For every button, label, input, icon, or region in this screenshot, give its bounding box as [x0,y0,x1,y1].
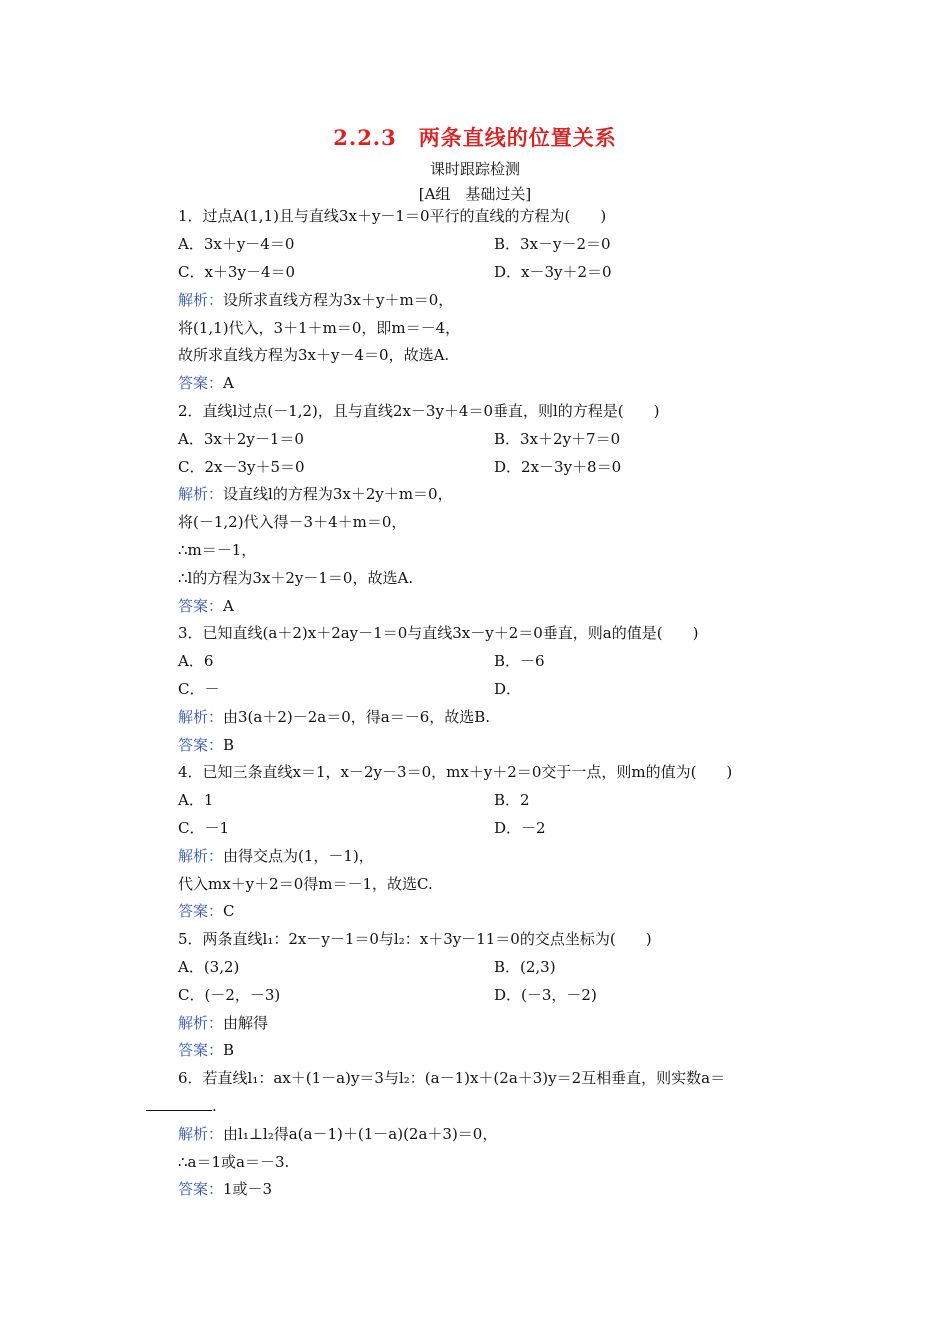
page-subtitle: 课时跟踪检测 [429,160,520,178]
analysis-label: 解析： [178,847,224,865]
q5-option-c: C．(－2，－3) [178,986,281,1004]
q3-option-c: C．－ [178,680,220,698]
q1-analysis-line: 将(1,1)代入，3＋1＋m＝0，即m＝－4， [178,319,461,337]
answer-label: 答案： [178,597,224,615]
q3-stem: 3．已知直线(a＋2)x＋2ay－1＝0与直线3x－y＋2＝0垂直，则a的值是( ) [178,624,699,642]
q1-option-c: C．x＋3y－4＝0 [178,263,296,281]
q5-stem: 5．两条直线l₁：2x－y－1＝0与l₂：x＋3y－11＝0的交点坐标为( ) [178,930,652,948]
q3-answer: 答案：B [178,736,235,754]
q4-analysis: 解析：由得交点为(1，－1)， [178,847,374,865]
analysis-label: 解析： [178,1014,224,1032]
q5-option-a: A．(3,2) [178,958,240,976]
q4-analysis-line: 代入mx＋y＋2＝0得m＝－1，故选C. [178,875,433,893]
analysis-label: 解析： [178,1125,224,1143]
q3-analysis: 解析：由3(a＋2)－2a＝0，得a＝－6，故选B. [178,708,491,726]
q2-option-d: D．2x－3y＋8＝0 [494,458,622,476]
analysis-label: 解析： [178,291,224,309]
q2-analysis-line: ∴l的方程为3x＋2y－1＝0，故选A. [178,569,414,587]
answer-label: 答案： [178,374,224,392]
q2-option-c: C．2x－3y＋5＝0 [178,458,305,476]
q1-option-d: D．x－3y＋2＝0 [494,263,612,281]
q2-analysis-line: 将(－1,2)代入得－3＋4＋m＝0， [178,513,407,531]
q5-answer: 答案：B [178,1041,235,1059]
q4-option-c: C．－1 [178,819,230,837]
answer-label: 答案： [178,902,224,920]
group-heading: [A组 基础过关] [418,185,532,203]
q1-analysis: 解析：设所求直线方程为3x＋y＋m＝0， [178,291,454,309]
q1-stem: 1．过点A(1,1)且与直线3x＋y－1＝0平行的直线的方程为( ) [178,207,607,225]
answer-label: 答案： [178,736,224,754]
q4-option-d: D．－2 [494,819,546,837]
answer-label: 答案： [178,1180,224,1198]
q1-option-a: A．3x＋y－4＝0 [178,235,295,253]
q3-option-b: B．－6 [494,652,545,670]
q5-analysis: 解析：由解得 [178,1014,269,1032]
q1-analysis-line: 故所求直线方程为3x＋y－4＝0，故选A. [178,346,450,364]
q2-analysis: 解析：设直线l的方程为3x＋2y＋m＝0， [178,485,453,503]
q6-analysis-line: ∴a＝1或a＝－3. [178,1153,290,1171]
q6-stem-blank-line: . [146,1096,217,1116]
q3-option-a: A．6 [178,652,214,670]
q2-option-b: B．3x＋2y＋7＝0 [494,430,621,448]
analysis-label: 解析： [178,708,224,726]
q2-answer: 答案：A [178,597,234,615]
q4-option-b: B．2 [494,791,530,809]
q6-analysis: 解析：由l₁⊥l₂得a(a－1)＋(1－a)(2a＋3)＝0， [178,1125,498,1143]
q6-answer: 答案：1或－3 [178,1180,273,1198]
q2-option-a: A．3x＋2y－1＝0 [178,430,304,448]
q6-stem: 6．若直线l₁：ax＋(1－a)y＝3与l₂：(a－1)x＋(2a＋3)y＝2互相垂直，则实数a＝ [178,1069,726,1087]
q1-answer: 答案：A [178,374,234,392]
q2-analysis-line: ∴m＝－1， [178,541,257,559]
q4-option-a: A．1 [178,791,214,809]
analysis-label: 解析： [178,485,224,503]
q1-option-b: B．3x－y－2＝0 [494,235,611,253]
q5-option-d: D．(－3，－2) [494,986,597,1004]
answer-blank [146,1098,212,1111]
q4-answer: 答案：C [178,902,235,920]
q5-option-b: B．(2,3) [494,958,556,976]
q4-stem: 4．已知三条直线x＝1，x－2y－3＝0，mx＋y＋2＝0交于一点，则m的值为( ) [178,763,733,781]
q2-stem: 2．直线l过点(－1,2)，且与直线2x－3y＋4＝0垂直，则l的方程是( ) [178,402,660,420]
answer-label: 答案： [178,1041,224,1059]
q3-option-d: D． [494,680,522,698]
page-title: 2.2.3 两条直线的位置关系 [333,125,617,150]
